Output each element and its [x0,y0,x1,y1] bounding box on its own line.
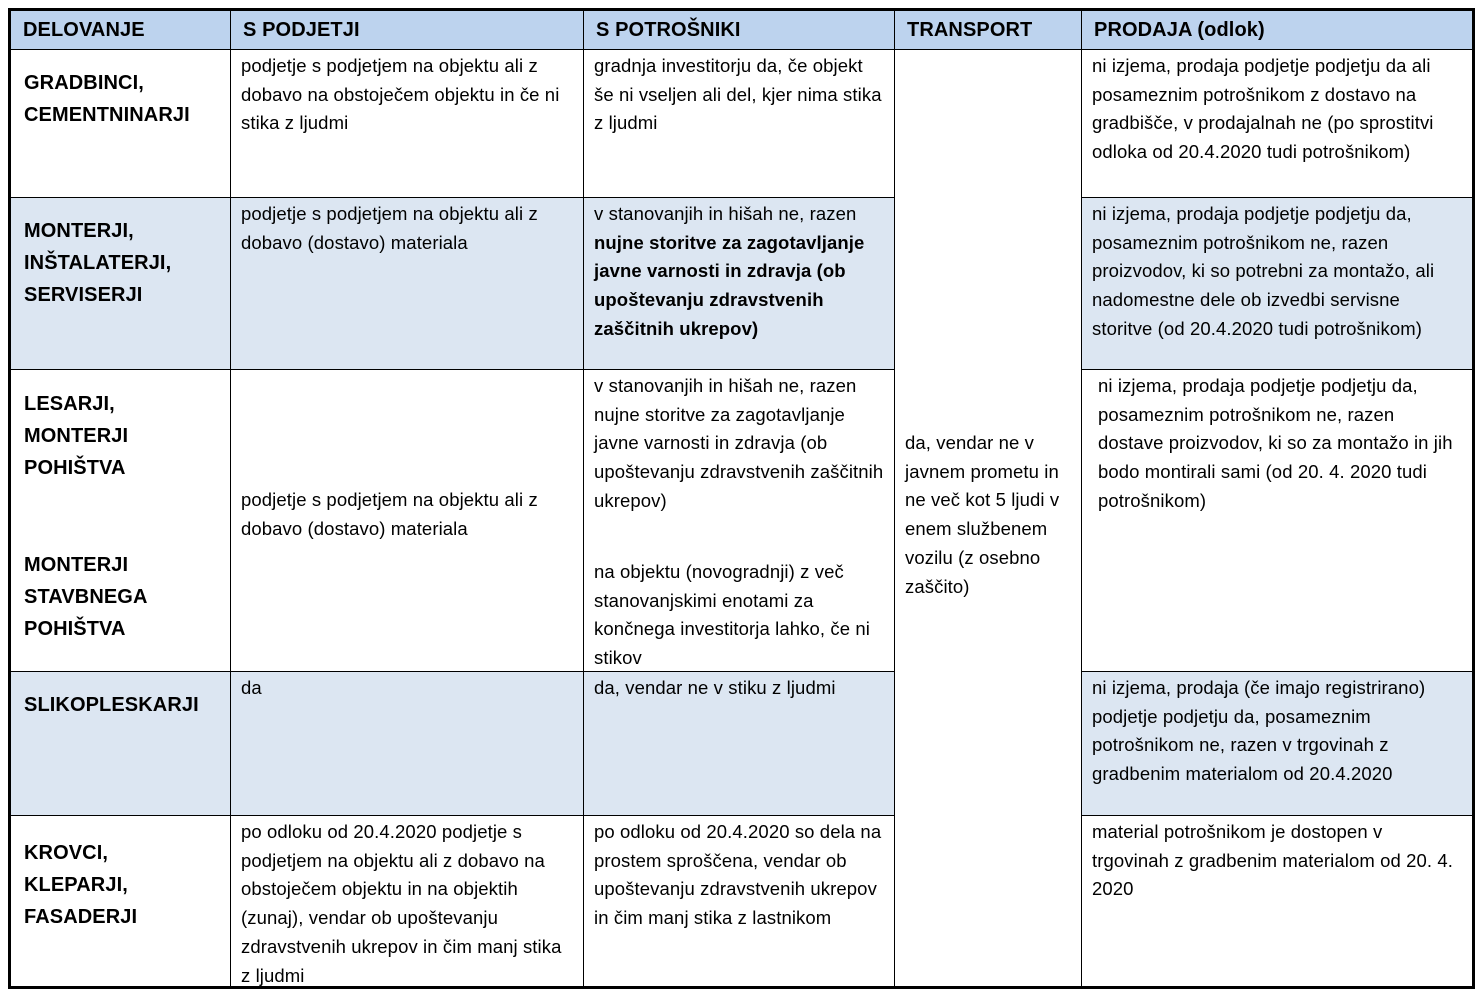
header-s-podjetji: S PODJETJI [231,11,583,49]
restrictions-table [8,8,1475,989]
cell-gradbinci-potrosniki: gradnja investitorju da, če objekt še ni vseljen ali del, kjer nima stika z ljudmi [594,55,882,134]
cell-gradbinci-podjetji: podjetje s podjetjem na objektu ali z dobavo na obstoječem objektu in če ni stika z ljudmi [241,55,560,134]
divider-row-1 [11,197,894,198]
divider-row-4-prodaja [1081,815,1472,816]
divider-row-3 [11,671,894,672]
divider-header [11,49,1472,50]
divider-row-4 [11,815,894,816]
category-slikopleskarji: SLIKOPLESKARJI [24,694,199,716]
cell-krovci-podjetji: po odloku od 20.4.2020 podjetje s podjetjem na objektu ali z dobavo na obstoječem objektu in na objektih (zunaj), vendar ob upoštevanju zdravstvenih ukrepov in čim manj stika z ljudmi [241,821,562,986]
category-monterji: MONTERJI, INŠTALATERJI, SERVISERJI [24,220,172,306]
cell-lesarji-potrosniki: v stanovanjih in hišah ne, razen nujne storitve za zagotavljanje javne varnosti in zdravja (ob upoštevanju zdravstvenih zaščitnih ukrepov) [594,375,884,511]
header-s-potrosniki: S POTROŠNIKI [584,11,894,49]
divider-row-1-prodaja [1081,197,1472,198]
cell-slikopleskarji-potrosniki: da, vendar ne v stiku z ljudmi [594,677,836,698]
cell-lesarji-prodaja: ni izjema, prodaja podjetje podjetju da, posameznim potrošnikom ne, razen dostave proizvodov, ki so za montažo in jih bodo montirali sami (od 20. 4. 2020 tudi potrošnikom) [1098,375,1453,511]
header-delovanje: DELOVANJE [11,11,230,49]
header-transport: TRANSPORT [895,11,1081,49]
cell-slikopleskarji-prodaja: ni izjema, prodaja (če imajo registrirano) podjetje podjetju da, posameznim potrošnikom ne, razen v trgovinah z gradbenim materialom od 20.4.2020 [1092,677,1426,785]
divider-col-1 [230,11,231,986]
cell-krovci-potrosniki: po odloku od 20.4.2020 so dela na prostem sproščena, vendar ob upoštevanju zdravstvenih ukrepov in čim manj stika z lastnikom [594,821,882,929]
category-gradbinci: GRADBINCI, CEMENTNINARJI [24,72,190,126]
category-lesarji: LESARJI, MONTERJI POHIŠTVA [24,393,129,479]
header-prodaja: PRODAJA (odlok) [1082,11,1472,49]
divider-col-2 [583,11,584,986]
cell-krovci-prodaja: material potrošnikom je dostopen v trgovinah z gradbenim materialom od 20. 4. 2020 [1092,821,1454,900]
cell-monterji-podjetji: podjetje s podjetjem na objektu ali z dobavo (dostavo) materiala [241,203,538,253]
cell-monterji-potrosniki: v stanovanjih in hišah ne, razen nujne storitve za zagotavljanje javne varnosti in zdravja (ob upoštevanju zdravstvenih zaščitnih ukrepov) [594,203,865,339]
divider-row-2-prodaja [1081,369,1472,370]
category-krovci: KROVCI, KLEPARJI, FASADERJI [24,842,138,928]
category-monterji-stavbnega-pohistva: MONTERJI STAVBNEGA POHIŠTVA [24,554,148,640]
cell-monterji-prodaja: ni izjema, prodaja podjetje podjetju da, posameznim potrošnikom ne, razen proizvodov, ki so potrebni za montažo, ali nadomestne dele ob izvedbi servisne storitve (od 20.4.2020 tudi potrošnikom) [1092,203,1435,339]
cell-slikopleskarji-podjetji: da [241,677,262,698]
divider-row-2 [11,369,894,370]
cell-stavbnega-potrosniki: na objektu (novogradnji) z več stanovanjskimi enotami za končnega investitorja lahko, če ni stikov [594,561,870,669]
cell-gradbinci-prodaja: ni izjema, prodaja podjetje podjetju da ali posameznim potrošnikom z dostavo na gradbišče, v prodajalnah ne (po sprostitvi odloka od 20.4.2020 tudi potrošnikom) [1092,55,1434,163]
divider-col-3 [894,11,895,986]
divider-col-4 [1081,11,1082,986]
cell-transport: da, vendar ne v javnem prometu in ne več kot 5 ljudi v enem službenem vozilu (z osebno zaščito) [905,432,1060,597]
cell-lesarji-podjetji: podjetje s podjetjem na objektu ali z dobavo (dostavo) materiala [241,489,538,539]
divider-row-3-prodaja [1081,671,1472,672]
